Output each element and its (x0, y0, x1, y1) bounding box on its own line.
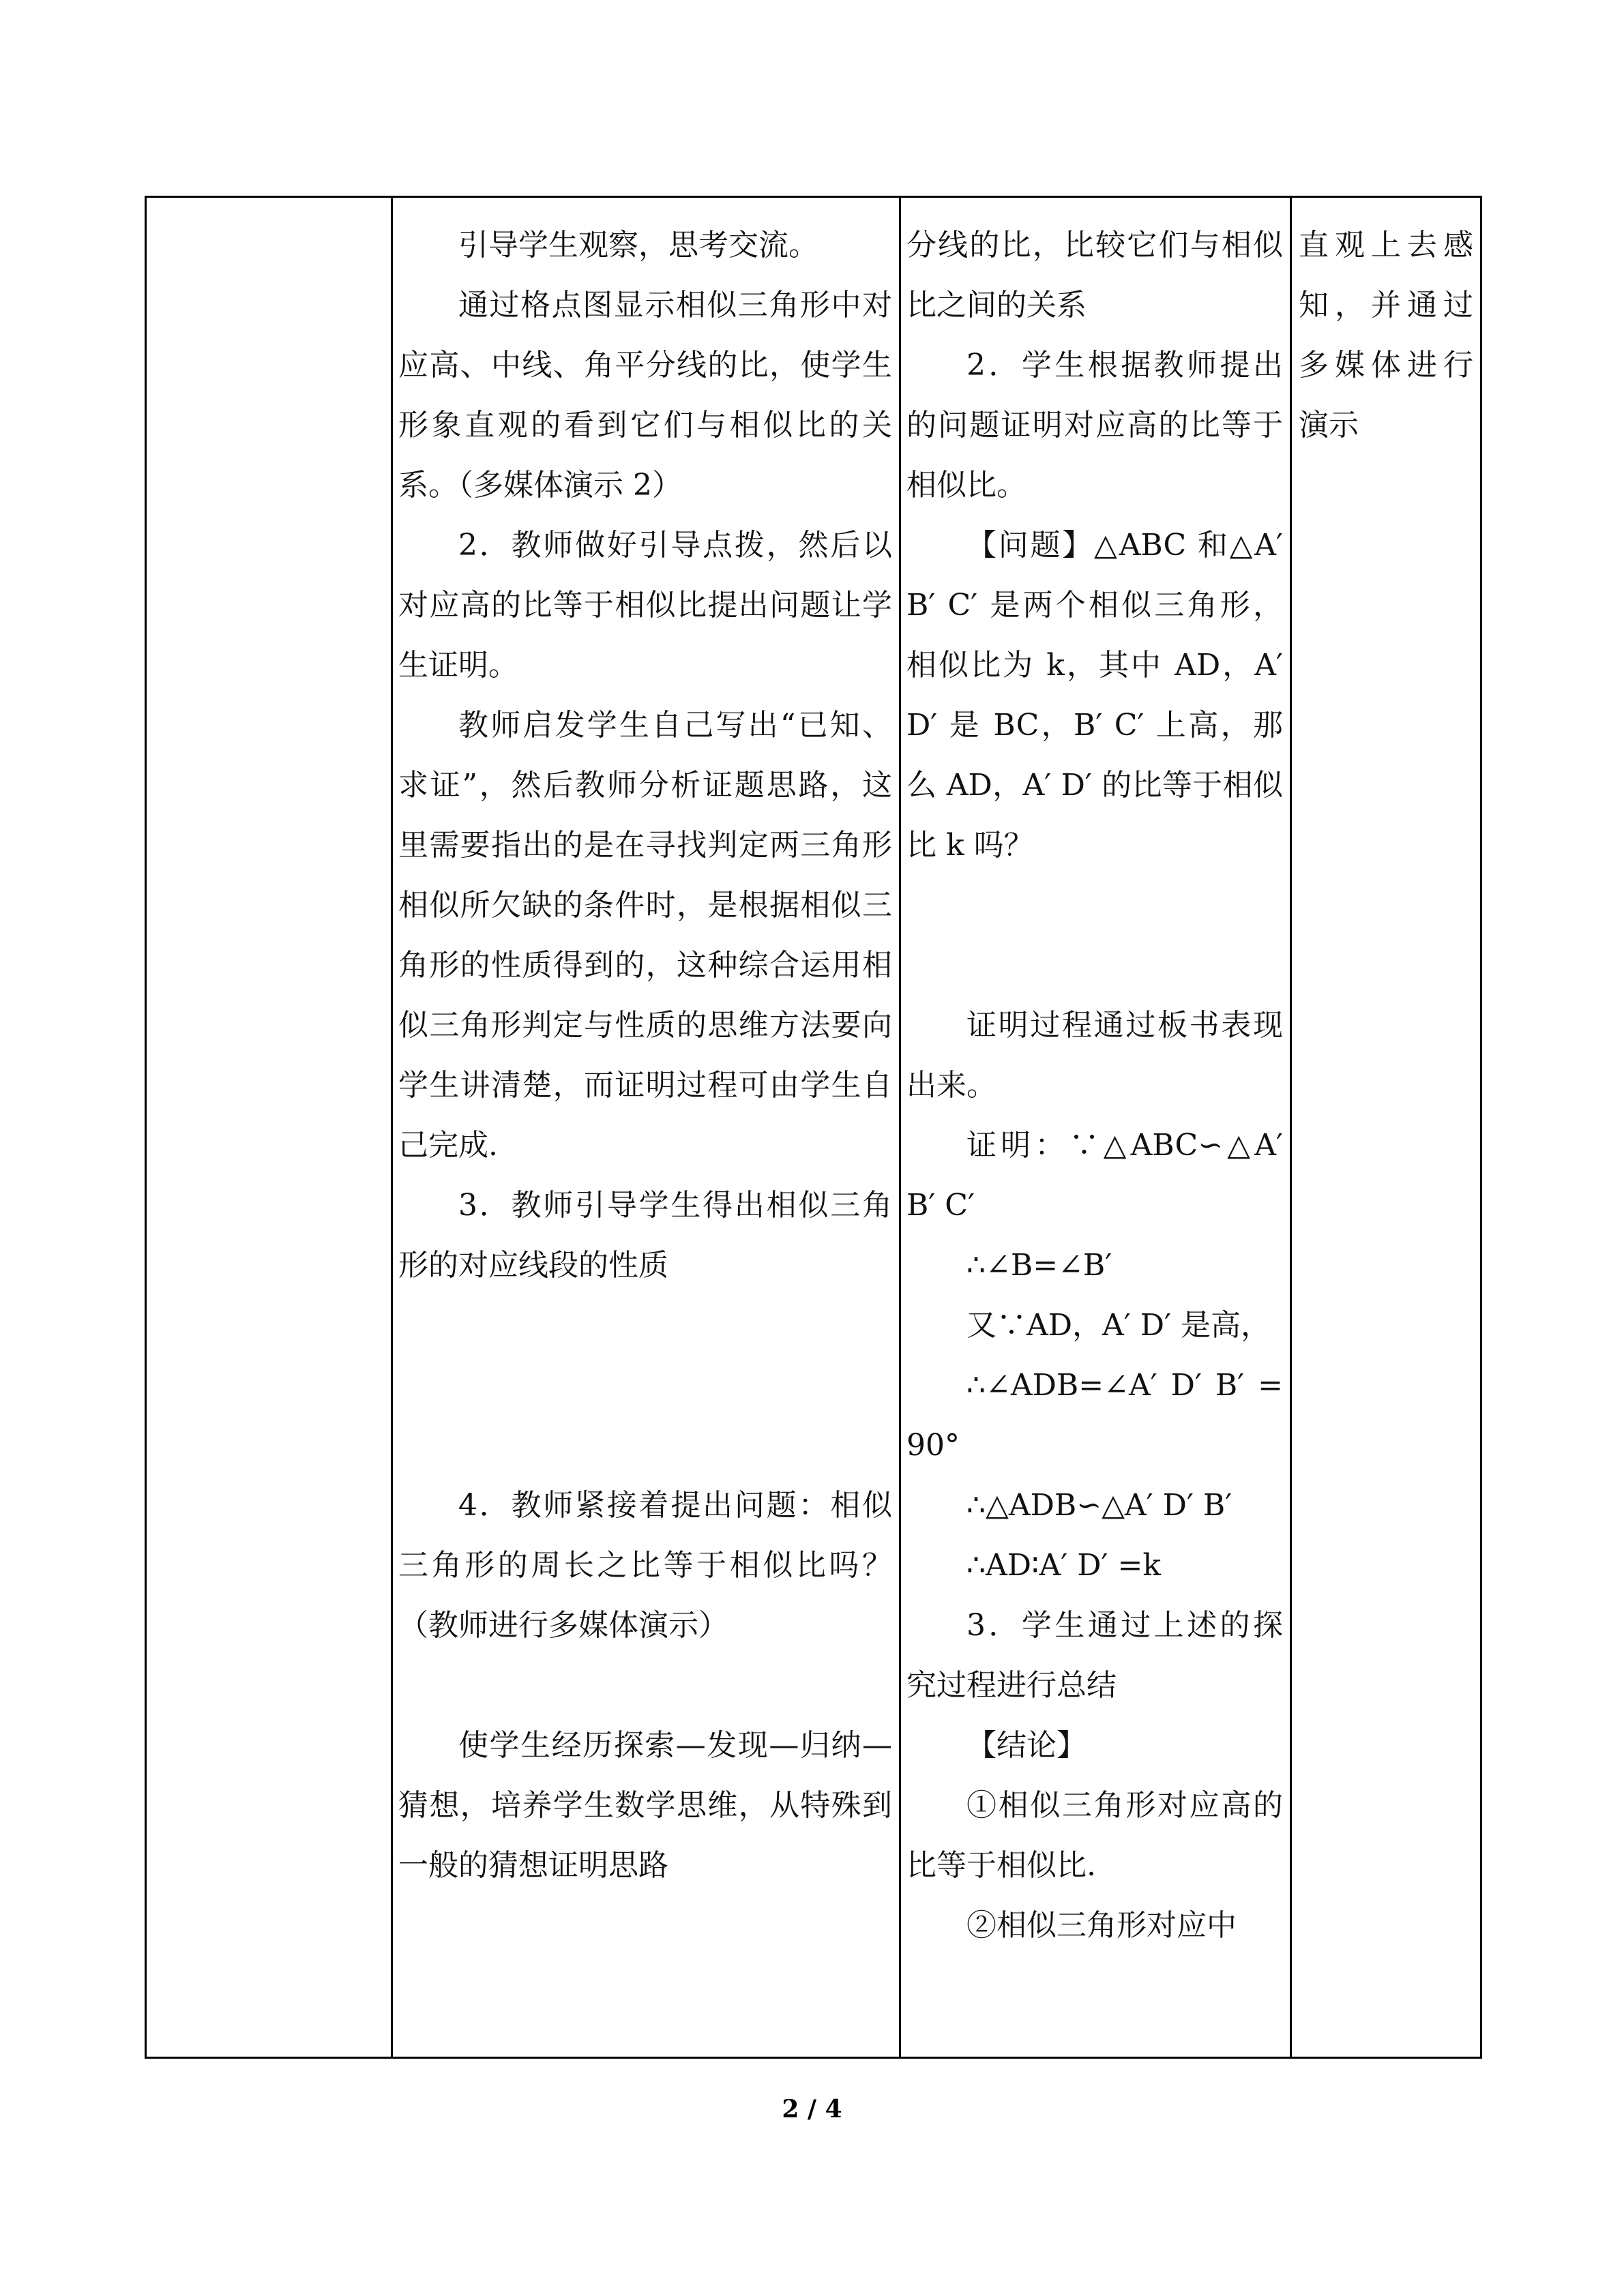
design-intent-content (1292, 198, 1480, 456)
paragraph: 【问题】△ABC 和△A′ B′ C′ 是两个相似三角形，相似比为 k，其中 AD，A′ D′ 是 BC，B′ C′ 上高，那么 AD，A′ D′ 的比等于相似比 k 吗？ (906, 528, 1283, 863)
blank-line (901, 876, 1290, 936)
paragraph: 证明过程通过板书表现出来。 (906, 1008, 1283, 1103)
paragraph: ∴∠B=∠B′ (966, 1248, 1112, 1283)
design-intent-cell (1291, 197, 1481, 2058)
paragraph: 引导学生观察，思考交流。 (458, 228, 818, 263)
paragraph: ②相似三角形对应中 (966, 1908, 1237, 1943)
paragraph: 又∵AD，A′ D′ 是高， (966, 1308, 1271, 1343)
paragraph: 教师启发学生自己写出“已知、求证”，然后教师分析证题思路，这里需要指出的是在寻找判定两三角形相似所欠缺的条件时，是根据相似三角形的性质得到的，这种综合运用相似三角形判定与性质的思维方法要向学生讲清楚，而证明过程可由学生自己完成. (398, 708, 892, 1163)
blank-line (901, 936, 1290, 996)
paragraph: 3．教师引导学生得出相似三角形的对应线段的性质 (398, 1188, 892, 1283)
teacher-activity-content (393, 198, 899, 1896)
paragraph: 【结论】 (966, 1728, 1087, 1763)
paragraph: 通过格点图显示相似三角形中对应高、中线、角平分线的比，使学生形象直观的看到它们与相似比的关系。（多媒体演示 2） (398, 288, 892, 503)
paragraph: 3．学生通过上述的探究过程进行总结 (906, 1608, 1283, 1703)
paragraph: ∴AD∶A′ D′ =k (966, 1548, 1162, 1583)
student-activity-cell (900, 197, 1291, 2058)
stage-cell (146, 197, 392, 2058)
blank-line (393, 1656, 899, 1716)
page-number: 2 / 4 (782, 2095, 842, 2123)
paragraph: 使学生经历探索—发现—归纳—猜想，培养学生数学思维，从特殊到一般的猜想证明思路 (398, 1728, 892, 1883)
blank-line (393, 1296, 899, 1356)
lesson-plan-table (145, 196, 1482, 2059)
paragraph: 4．教师紧接着提出问题：相似三角形的周长之比等于相似比吗？（教师进行多媒体演示） (398, 1488, 892, 1643)
paragraph: 2．学生根据教师提出的问题证明对应高的比等于相似比。 (906, 348, 1283, 503)
paragraph: 直观上去感知，并通过多媒体进行演示 (1299, 228, 1473, 443)
teacher-activity-cell (392, 197, 900, 2058)
paragraph: 2．教师做好引导点拨，然后以对应高的比等于相似比提出问题让学生证明。 (398, 528, 892, 683)
paragraph: 分线的比，比较它们与相似比之间的关系 (906, 228, 1283, 323)
paragraph: ①相似三角形对应高的比等于相似比. (906, 1788, 1283, 1883)
stage-content (147, 198, 391, 215)
blank-line (393, 1416, 899, 1476)
paragraph: ∴△ADB∽△A′ D′ B′ (966, 1488, 1232, 1523)
paragraph: ∴∠ADB=∠A′ D′ B′ =90° (906, 1368, 1283, 1463)
paragraph: 证明：∵△ABC∽△A′ B′ C′ (906, 1128, 1283, 1223)
blank-line (393, 1356, 899, 1416)
student-activity-content (901, 198, 1290, 1956)
table-row (146, 197, 1481, 2058)
